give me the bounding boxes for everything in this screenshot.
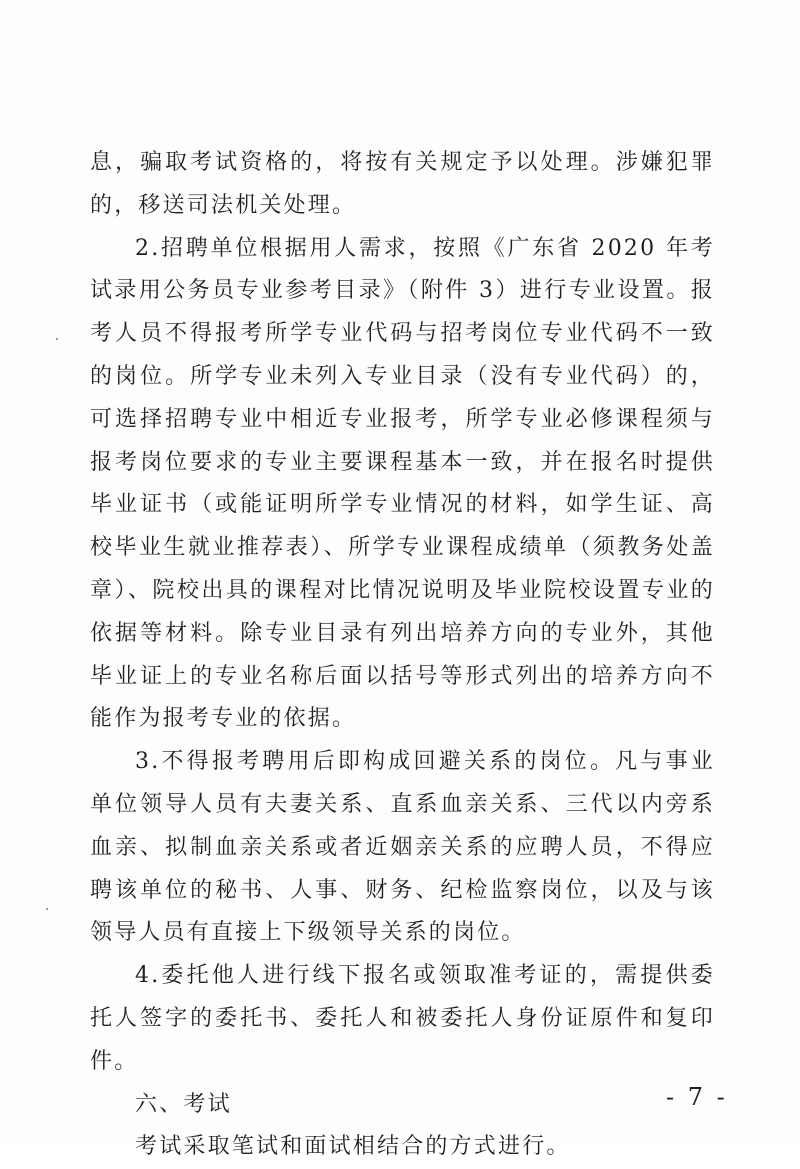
paragraph-item-3: 3.不得报考聘用后即构成回避关系的岗位。凡与事业单位领导人员有夫妻关系、直系血亲关系、三代以内旁系血亲、拟制血亲关系或者近姻亲关系的应聘人员，不得应聘该单位的秘书、人事、财务、纪检监察岗位，以及与该领导人员有直接上下级领导关系的岗位。 [90, 749, 715, 946]
document-body [90, 142, 715, 1169]
section-heading-exam: 六、考试 [135, 1091, 232, 1117]
paragraph-item-2: 2.招聘单位根据用人需求，按照《广东省 2020 年考试录用公务员专业参考目录》（附件 3）进行专业设置。报考人员不得报考所学专业代码与招考岗位专业代码不一致的岗位。所学专业未列入专业目录（没有专业代码）的，可选择招聘专业中相近专业报考，所学专业必修课程须与报考岗位要求的专业主要课程基本一致，并在报名时提供毕业证书（或能证明所学专业情况的材料，如学生证、高校毕业生就业推荐表）、所学专业课程成绩单（须教务处盖章）、院校出具的课程对比情况说明及毕业院校设置专业的依据等材料。除专业目录有列出培养方向的专业外，其他毕业证上的专业名称后面以括号等形式列出的培养方向不能作为报考专业的依据。 [90, 235, 715, 732]
paragraph-continuation: 息，骗取考试资格的，将按有关规定予以处理。涉嫌犯罪的，移送司法机关处理。 [90, 150, 715, 218]
scan-speck [56, 338, 58, 340]
paragraph-item-4: 4.委托他人进行线下报名或领取准考证的，需提供委托人签字的委托书、委托人和被委托人身份证原件和复印件。 [90, 963, 715, 1074]
scan-speck [46, 908, 48, 910]
page-number: - 7 - [666, 1083, 728, 1111]
paragraph-exam-method: 考试采取笔试和面试相结合的方式进行。 [135, 1134, 571, 1160]
